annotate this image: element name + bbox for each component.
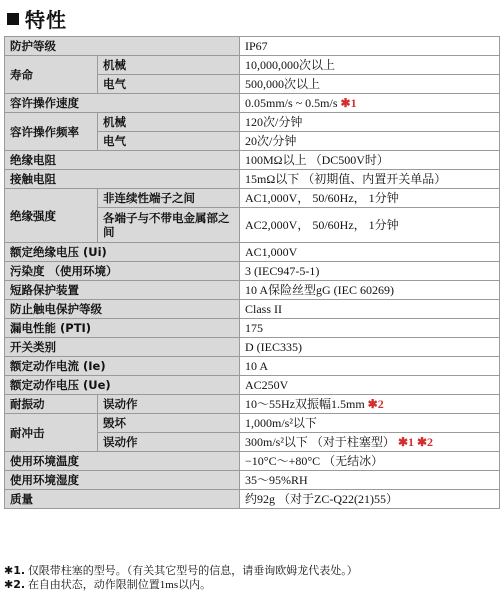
table-row [5, 37, 500, 56]
row-value [240, 433, 500, 452]
table-row [5, 113, 500, 132]
row-sublabel: 误动作 [98, 433, 240, 452]
row-value: 10 A [240, 357, 500, 376]
table-row [5, 414, 500, 433]
footnote-number: ✱1. [4, 564, 26, 577]
row-value: 15mΩ以下 （初期值、内置开关单品） [240, 170, 500, 189]
row-value: 约92g （对于ZC-Q22(21)55） [240, 490, 500, 509]
row-label: 容许操作速度 [5, 94, 240, 113]
row-label: 使用环境温度 [5, 452, 240, 471]
footnote-mark: ✱2 [417, 435, 434, 449]
row-label: 防护等级 [5, 37, 240, 56]
row-sublabel: 电气 [98, 132, 240, 151]
row-label: 绝缘强度 [5, 189, 98, 243]
row-value: 1,000m/s²以下 [240, 414, 500, 433]
table-row [5, 281, 500, 300]
square-bullet-icon [7, 13, 19, 25]
row-label: 漏电性能 (PTI) [5, 319, 240, 338]
table-row [5, 395, 500, 414]
row-sublabel: 误动作 [98, 395, 240, 414]
value-text: 0.05mm/s ~ 0.5m/s [245, 96, 341, 110]
table-row [5, 376, 500, 395]
footnote-mark: ✱1 [340, 96, 357, 110]
row-sublabel: 各端子与不带电金属部之间 [98, 208, 240, 243]
row-label: 耐冲击 [5, 414, 98, 452]
table-row [5, 189, 500, 208]
row-value: 500,000次以上 [240, 75, 500, 94]
footnote-mark: ✱2 [367, 397, 384, 411]
table-row [5, 319, 500, 338]
row-value [240, 395, 500, 414]
row-sublabel: 非连续性端子之间 [98, 189, 240, 208]
row-value: 10,000,000次以上 [240, 56, 500, 75]
row-label: 短路保护装置 [5, 281, 240, 300]
table-row [5, 490, 500, 509]
row-label: 质量 [5, 490, 240, 509]
row-value: 20次/分钟 [240, 132, 500, 151]
table-row [5, 243, 500, 262]
row-value [240, 94, 500, 113]
table-row [5, 357, 500, 376]
row-value: Class II [240, 300, 500, 319]
spec-table [4, 36, 500, 509]
row-label: 额定绝缘电压 (Ui) [5, 243, 240, 262]
row-sublabel: 机械 [98, 56, 240, 75]
row-sublabel: 机械 [98, 113, 240, 132]
footnote-text: 仅限带柱塞的型号。（有关其它型号的信息，请垂询欧姆龙代表处。） [25, 565, 358, 577]
row-value: IP67 [240, 37, 500, 56]
value-text: 10～55Hz双振幅1.5mm [245, 397, 368, 411]
row-label: 防止触电保护等级 [5, 300, 240, 319]
row-value: 100MΩ以上 （DC500V时） [240, 151, 500, 170]
footnote [4, 578, 358, 592]
row-value: AC1,000V [240, 243, 500, 262]
row-value: −10°C～+80°C （无结冰） [240, 452, 500, 471]
row-label: 接触电阻 [5, 170, 240, 189]
value-text: 300m/s²以下 （对于柱塞型） [245, 435, 398, 449]
table-row [5, 151, 500, 170]
footnote-mark: ✱1 [397, 435, 414, 449]
row-value: 120次/分钟 [240, 113, 500, 132]
table-row [5, 452, 500, 471]
footnote-text: 在自由状态，动作限制位置1ms以内。 [25, 579, 212, 591]
row-label: 污染度 （使用环境） [5, 262, 240, 281]
table-row [5, 300, 500, 319]
row-value: D (IEC335) [240, 338, 500, 357]
row-label: 绝缘电阻 [5, 151, 240, 170]
row-label: 容许操作频率 [5, 113, 98, 151]
section-heading [4, 4, 67, 33]
row-label: 使用环境湿度 [5, 471, 240, 490]
row-sublabel: 毁坏 [98, 414, 240, 433]
table-row [5, 170, 500, 189]
row-label: 耐振动 [5, 395, 98, 414]
footnote [4, 564, 358, 578]
row-value: AC2,000V， 50/60Hz， 1分钟 [240, 208, 500, 243]
row-value: 35～95%RH [240, 471, 500, 490]
section-title: 特性 [25, 8, 67, 32]
table-row [5, 94, 500, 113]
row-value: AC1,000V， 50/60Hz， 1分钟 [240, 189, 500, 208]
row-value: AC250V [240, 376, 500, 395]
row-value: 175 [240, 319, 500, 338]
row-sublabel: 电气 [98, 75, 240, 94]
table-row [5, 471, 500, 490]
row-value: 10 A保险丝型gG (IEC 60269) [240, 281, 500, 300]
row-label: 开关类别 [5, 338, 240, 357]
row-label: 额定动作电流 (Ie) [5, 357, 240, 376]
row-label: 寿命 [5, 56, 98, 94]
row-value: 3 (IEC947-5-1) [240, 262, 500, 281]
row-label: 额定动作电压 (Ue) [5, 376, 240, 395]
footnotes [4, 564, 358, 592]
table-row [5, 262, 500, 281]
table-row [5, 338, 500, 357]
footnote-number: ✱2. [4, 578, 26, 591]
table-row [5, 56, 500, 75]
